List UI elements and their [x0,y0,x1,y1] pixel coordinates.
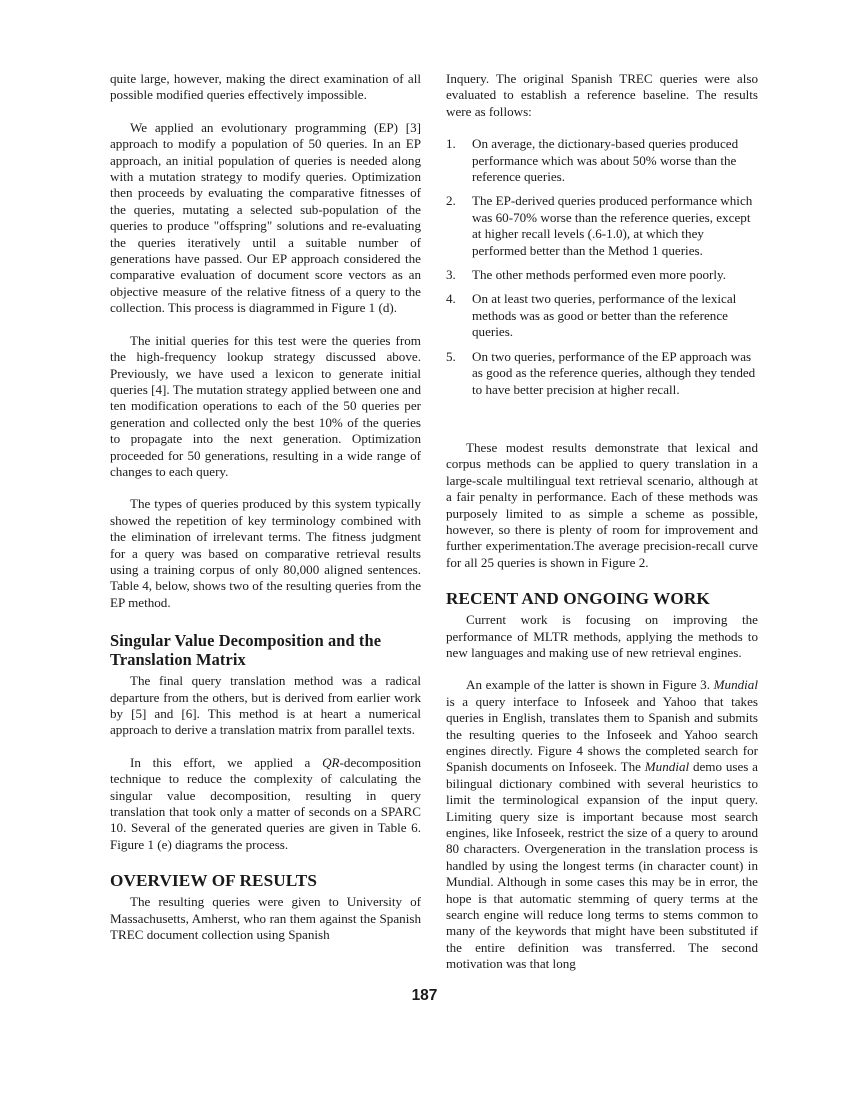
list-text: On average, the dictionary-based queries produced performance which was about 50% worse than the reference queries. [472,136,739,185]
italic-text: Mundial [713,677,758,693]
section-heading-recent: RECENT AND ONGOING WORK [446,589,710,609]
italic-text: Mundial [644,759,690,775]
paragraph: The final query translation method was a radical departure from the others, but is derived from earlier work by [5] and [6]. This method is at heart a numerical approach to derive a translation matrix from parallel texts. [110,673,421,738]
paragraph [110,755,421,853]
paragraph: Inquery. The original Spanish TREC queries were also evaluated to establish a reference baseline. The results were as follows: [446,71,758,119]
text-run: In this effort, we applied a [130,754,323,770]
list-item [446,291,758,340]
list-text: The EP-derived queries produced performance which was 60-70% worse than the reference queries, except at higher recall levels (.6-1.0), at which they performed better than the Method 1 queries. [472,193,753,258]
paragraph: These modest results demonstrate that lexical and corpus methods can be applied to query translation in a large-scale multilingual text retrieval scenario, although at a fair penalty in performance. Each of these methods was purposely limited to as simple a scheme as possible, however, so there is plenty of room for improvement and further experimentation.The average precision-recall curve for all 25 queries is shown in Figure 2. [446,439,758,570]
list-item [446,267,758,283]
paragraph: quite large, however, making the direct examination of all possible modified queries effectively impossible. [110,71,421,103]
text-run: demo uses a bilingual dictionary combined with several heuristics to limit the terminological expansion of the input query. Limiting query size is important because most search engines, like Infoseek, restrict the size of a query to around 80 characters. Overgeneration in the translation process is handled by using the longest terms (in character count) in Mundial. Although in some cases this may be in error, the hope is that automatic stemming of query terms at the search engine will reduce long terms to stems common to many of the keywords that might have been substituted if the entire definition was transferred. The second motivation was that long [446,759,758,972]
list-number: 3. [446,267,456,283]
section-heading-results: OVERVIEW OF RESULTS [110,871,317,891]
paragraph: We applied an evolutionary programming (EP) [3] approach to modify a population of 50 queries. In an EP approach, an initial population of queries is needed along with a mutation strategy to modify queries. Optimization then proceeds by evaluating the comparative fitnesses of the queries, mutating a selected sub-population of the queries to produce "offspring" solutions and re-evaluating the queries iteratively until a suitable number of generations have passed. Our EP approach considered the comparative evaluation of document score vectors as an objective measure of the relative fitness of a query to the collection. This process is diagrammed in Figure 1 (d). [110,119,421,316]
section-heading-svd: Singular Value Decomposition and the Translation Matrix [110,631,382,670]
list-number: 2. [446,193,456,209]
list-number: 1. [446,136,456,152]
list-item [446,349,758,398]
paragraph: The initial queries for this test were the queries from the high-frequency lookup strategy discussed above. Previously, we have used a lexicon to generate initial queries [4]. The mutation strategy applied between one and ten modification operations to each of the 50 queries per generation and collected only the best 10% of the queries to propagate into the next generation. Optimization proceeded for 50 generations, resulting in a wide range of changes to each query. [110,332,421,479]
text-run: -decomposition technique to reduce the complexity of calculating the singular value decomposition, resulting in query translation that took only a matter of seconds on a SPARC 10. Several of the generated queries are given in Table 6. Figure 1 (e) diagrams the process. [110,754,421,852]
list-item [446,193,758,259]
text-run: is a query interface to Infoseek and Yahoo that takes queries in English, translates them to Spanish and submits the resulting queries to the Infoseek and Yahoo search engines directly. Figure 4 shows the completed search for Spanish documents on Infoseek. The [446,693,758,775]
italic-text: QR [322,754,340,770]
list-text: The other methods performed even more poorly. [472,267,727,283]
paragraph [446,677,758,972]
text-run: An example of the latter is shown in Figure 3. [466,677,714,693]
page-number: 187 [411,987,438,1004]
list-text: On at least two queries, performance of the lexical methods was as good or better than the reference queries. [472,291,737,340]
left-column [110,71,421,943]
paragraph: The types of queries produced by this system typically showed the repetition of key terminology combined with the elimination of irrelevant terms. The fitness judgment for a query was based on comparative retrieval results using a training corpus of only 80,000 aligned sentences. Table 4, below, shows two of the resulting queries from the EP method. [110,496,421,610]
paragraph: Current work is focusing on improving the performance of MLTR methods, applying the methods to new languages and making use of new retrieval engines. [446,612,758,660]
results-list [446,136,758,398]
list-item [446,136,758,185]
paragraph: The resulting queries were given to University of Massachusetts, Amherst, who ran them against the Spanish TREC document collection using Spanish [110,894,421,943]
list-number: 5. [446,348,456,364]
list-text: On two queries, performance of the EP approach was as good as the reference queries, although they tended to have better precision at higher recall. [472,348,756,397]
list-number: 4. [446,291,456,307]
right-column [446,71,758,973]
